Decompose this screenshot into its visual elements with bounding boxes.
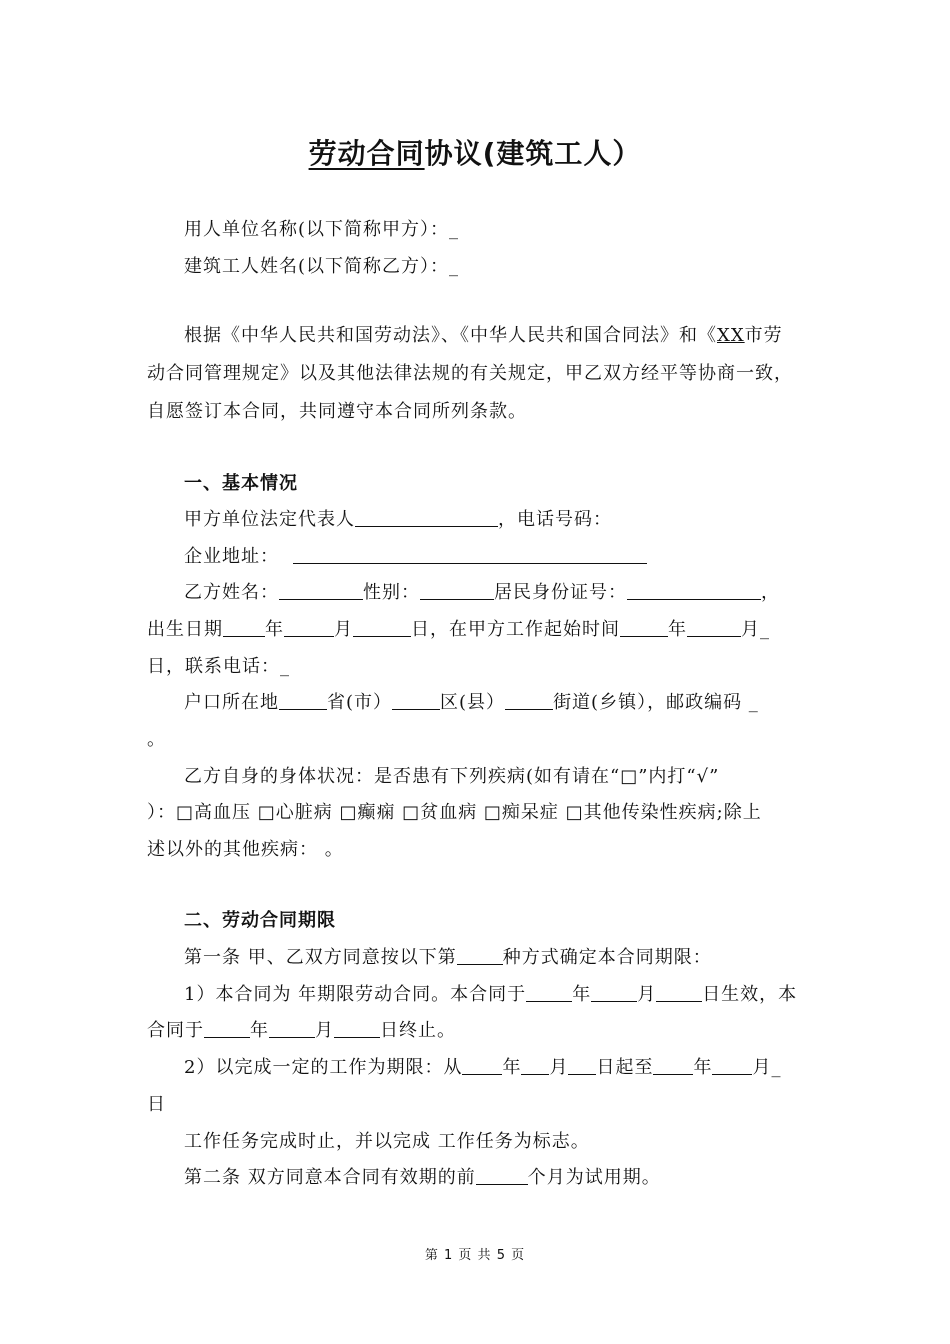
year-label: 年 bbox=[668, 619, 687, 640]
document-title bbox=[0, 132, 950, 172]
party-a-line: 用人单位名称(以下简称甲方）：_ bbox=[184, 219, 460, 240]
hukou-district-blank[interactable] bbox=[392, 691, 440, 710]
page-footer: 第 1 页 共 5 页 bbox=[424, 1248, 526, 1263]
id-label: 居民身份证号： bbox=[494, 582, 627, 603]
rep-blank[interactable] bbox=[355, 508, 498, 527]
month-label: 月 bbox=[315, 1020, 334, 1041]
option1-line2-end: 日终止。 bbox=[380, 1020, 456, 1041]
option2-line bbox=[184, 1056, 781, 1080]
option2-line-2: 日 bbox=[147, 1094, 166, 1115]
year-label: 年 bbox=[250, 1020, 269, 1041]
phone-label: ，电话号码： bbox=[498, 509, 612, 530]
option2-month-blank[interactable] bbox=[521, 1056, 549, 1075]
hukou-line bbox=[184, 691, 759, 715]
title-underlined: 劳动合同 bbox=[308, 137, 425, 170]
section2-heading: 二、劳动合同期限 bbox=[184, 910, 336, 931]
preamble-city-placeholder: XX bbox=[717, 325, 745, 346]
hukou-street-blank[interactable] bbox=[505, 691, 553, 710]
gender-blank[interactable] bbox=[420, 581, 494, 600]
article1-text-end: 种方式确定本合同期限： bbox=[502, 947, 712, 968]
option1-text-end: 日生效，本 bbox=[702, 984, 798, 1005]
health-line-2: ）：□高血压 □心脏病 □癫痫 □贫血病 □痴呆症 □其他传染性疾病;除上 bbox=[147, 802, 762, 823]
article1-blank[interactable] bbox=[457, 946, 503, 965]
start-label: 日，在甲方工作起始时间 bbox=[411, 619, 620, 640]
title-rest: 协议(建筑工人） bbox=[424, 137, 642, 170]
rep-label: 甲方单位法定代表人 bbox=[184, 509, 355, 530]
birth-month-blank[interactable] bbox=[284, 618, 334, 637]
month-label: 月 bbox=[334, 619, 353, 640]
name-blank[interactable] bbox=[279, 581, 363, 600]
month-label: 月 bbox=[637, 984, 657, 1005]
preamble-text-end: 市劳 bbox=[744, 325, 783, 346]
task-line: 工作任务完成时止，并以完成 工作任务为标志。 bbox=[184, 1131, 590, 1152]
address-label: 企业地址： bbox=[184, 546, 279, 567]
health-line-1: 乙方自身的身体状况：是否患有下列疾病(如有请在“□”内打“√” bbox=[184, 766, 720, 787]
start-month-blank[interactable] bbox=[687, 618, 741, 637]
end-month-blank[interactable] bbox=[269, 1019, 315, 1038]
preamble-line-3: 自愿签订本合同，共同遵守本合同所列条款。 bbox=[147, 401, 527, 422]
article1-line bbox=[184, 946, 712, 970]
birth-line bbox=[147, 618, 770, 642]
district-label: 区(县） bbox=[440, 692, 506, 713]
option1-month-blank[interactable] bbox=[591, 983, 637, 1002]
year-label: 年 bbox=[265, 619, 284, 640]
option2-end-month-blank[interactable] bbox=[712, 1056, 752, 1075]
hukou-province-blank[interactable] bbox=[279, 691, 327, 710]
option2-day-blank[interactable] bbox=[568, 1056, 596, 1075]
hukou-label: 户口所在地 bbox=[184, 692, 279, 713]
month-label: 月_ bbox=[752, 1057, 782, 1078]
year-label: 年 bbox=[502, 1057, 522, 1078]
name-line bbox=[184, 581, 780, 605]
option1-line-2 bbox=[147, 1019, 456, 1043]
gender-label: 性别： bbox=[363, 582, 420, 603]
article2-text-end: 个月为试用期。 bbox=[527, 1167, 661, 1188]
option1-line2-text: 合同于 bbox=[147, 1020, 204, 1041]
option1-day-blank[interactable] bbox=[656, 983, 702, 1002]
option1-text: 1）本合同为 年期限劳动合同。本合同于 bbox=[184, 984, 527, 1005]
option1-line bbox=[184, 983, 797, 1007]
option2-year-blank[interactable] bbox=[462, 1056, 502, 1075]
comma: ， bbox=[761, 582, 780, 603]
address-line bbox=[184, 545, 647, 569]
option1-year-blank[interactable] bbox=[526, 983, 572, 1002]
contact-line: 日，联系电话：_ bbox=[147, 656, 290, 677]
section1-heading: 一、基本情况 bbox=[184, 473, 298, 494]
year-label: 年 bbox=[693, 1057, 713, 1078]
start-year-blank[interactable] bbox=[620, 618, 668, 637]
preamble-line-1 bbox=[184, 324, 783, 348]
party-b-line: 建筑工人姓名(以下简称乙方）：_ bbox=[184, 256, 460, 277]
preamble-line-2: 动合同管理规定》以及其他法律法规的有关规定，甲乙双方经平等协商一致， bbox=[147, 363, 793, 384]
preamble-text: 根据《中华人民共和国劳动法》、《中华人民共和国合同法》和《 bbox=[184, 325, 717, 346]
article2-text: 第二条 双方同意本合同有效期的前 bbox=[184, 1167, 476, 1188]
option2-end-year-blank[interactable] bbox=[653, 1056, 693, 1075]
birth-day-blank[interactable] bbox=[353, 618, 411, 637]
rep-line bbox=[184, 508, 612, 532]
id-blank[interactable] bbox=[627, 581, 761, 600]
end-year-blank[interactable] bbox=[204, 1019, 250, 1038]
birth-label: 出生日期 bbox=[147, 619, 223, 640]
option2-text: 2）以完成一定的工作为期限：从 bbox=[184, 1057, 463, 1078]
end-day-blank[interactable] bbox=[334, 1019, 380, 1038]
year-label: 年 bbox=[572, 984, 592, 1005]
probation-blank[interactable] bbox=[476, 1166, 528, 1185]
option2-mid-text: 日起至 bbox=[596, 1057, 654, 1078]
province-label: 省(市） bbox=[327, 692, 393, 713]
address-blank[interactable] bbox=[293, 545, 647, 564]
article1-text: 第一条 甲、乙双方同意按以下第 bbox=[184, 947, 457, 968]
period-line: 。 bbox=[147, 729, 166, 750]
month-label: 月 bbox=[549, 1057, 569, 1078]
article2-line bbox=[184, 1166, 661, 1190]
month-label: 月_ bbox=[741, 619, 770, 640]
birth-year-blank[interactable] bbox=[223, 618, 265, 637]
health-line-3: 述以外的其他疾病： 。 bbox=[147, 839, 344, 860]
street-label: 街道(乡镇），邮政编码 _ bbox=[553, 692, 759, 713]
name-label: 乙方姓名： bbox=[184, 582, 279, 603]
